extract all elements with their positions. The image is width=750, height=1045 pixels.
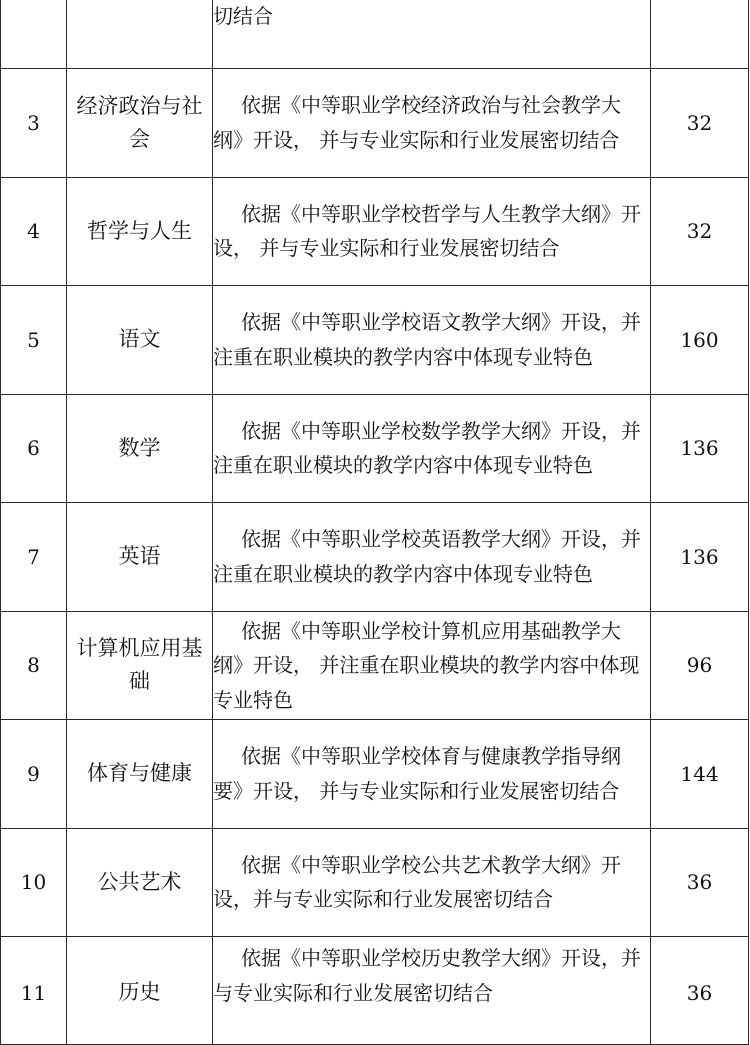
table-row [1, 177, 749, 286]
row-number-cell: 6 [1, 394, 67, 503]
course-description-text: 依据《中等职业学校计算机应用基础教学大纲》开设， 并注重在职业模块的教学内容中体现专业特色 [213, 618, 640, 712]
course-hours-cell [651, 0, 749, 69]
row-number-cell: 4 [1, 177, 67, 286]
table-row [1, 503, 749, 612]
table-row [1, 286, 749, 395]
course-description-text: 依据《中等职业学校英语教学大纲》开设，并注重在职业模块的教学内容中体现专业特色 [213, 527, 641, 586]
table-row [1, 720, 749, 829]
row-number-cell: 7 [1, 503, 67, 612]
row-number-cell: 11 [1, 937, 67, 1045]
row-number-cell [1, 0, 67, 69]
course-description-text: 依据《中等职业学校体育与健康教学指导纲要》开设， 并与专业实际和行业发展密切结合 [213, 744, 621, 803]
course-description-text: 依据《中等职业学校哲学与人生教学大纲》开设， 并与专业实际和行业发展密切结合 [213, 201, 641, 261]
row-number-cell: 3 [1, 69, 67, 178]
course-name-cell: 计算机应用基础 [67, 611, 213, 720]
table-row [1, 937, 749, 1045]
course-description-cell [213, 720, 651, 829]
course-description-cell [213, 286, 651, 395]
course-hours-cell: 32 [651, 69, 749, 178]
course-description-cell [213, 937, 651, 1045]
row-number-cell: 9 [1, 720, 67, 829]
table-row [1, 611, 749, 720]
course-hours-cell: 136 [651, 394, 749, 503]
course-hours-cell: 96 [651, 611, 749, 720]
course-name-cell: 历史 [67, 937, 213, 1045]
course-description-cell [213, 828, 651, 937]
course-hours-cell: 32 [651, 177, 749, 286]
course-name-cell: 哲学与人生 [67, 177, 213, 286]
row-number-cell: 5 [1, 286, 67, 395]
course-description-text: 依据《中等职业学校公共艺术教学大纲》开设，并与专业实际和行业发展密切结合 [213, 852, 621, 912]
course-hours-cell: 36 [651, 937, 749, 1045]
course-description-cell [213, 69, 651, 178]
course-description-text: 依据《中等职业学校语文教学大纲》开设，并注重在职业模块的教学内容中体现专业特色 [213, 310, 641, 369]
table-row-continued [1, 0, 749, 69]
course-hours-cell: 36 [651, 828, 749, 937]
course-description-text: 依据《中等职业学校经济政治与社会教学大纲》开设， 并与专业实际和行业发展密切结合 [213, 93, 621, 152]
course-description-cell [213, 611, 651, 720]
course-description-cell: 切结合 [213, 0, 651, 69]
course-description-cell [213, 177, 651, 286]
table-row [1, 69, 749, 178]
course-description-text: 依据《中等职业学校历史教学大纲》开设，并与专业实际和行业发展密切结合 [213, 946, 641, 1005]
course-name-cell: 体育与健康 [67, 720, 213, 829]
table-row [1, 828, 749, 937]
course-description-cell [213, 503, 651, 612]
table-row [1, 394, 749, 503]
course-description-text: 依据《中等职业学校数学教学大纲》开设，并注重在职业模块的教学内容中体现专业特色 [213, 418, 641, 478]
course-name-cell: 经济政治与社会 [67, 69, 213, 178]
row-number-cell: 8 [1, 611, 67, 720]
course-hours-cell: 144 [651, 720, 749, 829]
course-name-cell: 英语 [67, 503, 213, 612]
course-hours-cell: 160 [651, 286, 749, 395]
course-name-cell: 数学 [67, 394, 213, 503]
row-number-cell: 10 [1, 828, 67, 937]
course-description-cell [213, 394, 651, 503]
course-name-cell: 公共艺术 [67, 828, 213, 937]
course-name-cell: 语文 [67, 286, 213, 395]
course-name-cell [67, 0, 213, 69]
course-hours-cell: 136 [651, 503, 749, 612]
